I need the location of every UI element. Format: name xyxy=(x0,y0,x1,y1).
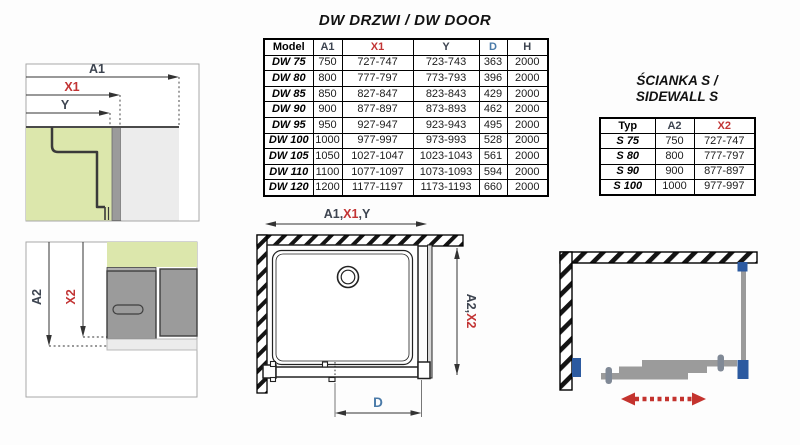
arrowhead-left xyxy=(265,221,276,227)
table-cell-x1: 1177-1197 xyxy=(342,180,413,196)
dimension-a2x2 xyxy=(454,248,478,375)
table-cell-x1: 927-947 xyxy=(342,117,413,133)
table-cell-model: DW 105 xyxy=(264,149,313,165)
sliding-panel xyxy=(619,367,707,374)
dw-header-x1: X1 xyxy=(342,39,413,55)
table-row xyxy=(264,180,548,196)
dim-label-a1: A1 xyxy=(89,62,105,76)
table-row xyxy=(264,55,548,71)
table-cell-d: 528 xyxy=(479,133,507,149)
sidewall-profile-section-drawing xyxy=(25,240,205,405)
table-cell-d: 561 xyxy=(479,149,507,165)
rail-end-profile xyxy=(418,362,430,379)
table-cell-y: 873-893 xyxy=(413,102,479,118)
wall-bracket-blue xyxy=(572,358,581,377)
table-row xyxy=(264,102,548,118)
sliding-door-schematic xyxy=(552,245,800,413)
table-cell-y: 1173-1193 xyxy=(413,180,479,196)
dim-label-plan-x1: X1 xyxy=(343,207,359,221)
table-row xyxy=(600,179,755,195)
table-cell-model: DW 100 xyxy=(264,133,313,149)
table-cell-x1: 1077-1097 xyxy=(342,164,413,180)
table-cell-typ: S 90 xyxy=(600,164,655,179)
table-row xyxy=(600,149,755,164)
table-row xyxy=(264,133,548,149)
dim-label-plan-a2: A2, xyxy=(464,293,478,314)
table-row xyxy=(600,164,755,179)
table-cell-x1: 877-897 xyxy=(342,102,413,118)
table-cell-y: 973-993 xyxy=(413,133,479,149)
dw-table-header-row xyxy=(264,39,548,55)
table-cell-model: DW 110 xyxy=(264,164,313,180)
roller-knob xyxy=(271,378,276,382)
table-row xyxy=(264,149,548,165)
table-cell-h: 2000 xyxy=(507,86,548,102)
floor-strip xyxy=(107,339,197,350)
table-cell-model: DW 90 xyxy=(264,102,313,118)
table-cell-x1: 727-747 xyxy=(342,55,413,71)
svg-text:A2,X2 xyxy=(464,294,478,329)
dw-header-d: D xyxy=(479,39,507,55)
table-cell-y: 923-943 xyxy=(413,117,479,133)
table-cell-h: 2000 xyxy=(507,149,548,165)
dim-label-plan-y: ,Y xyxy=(358,207,371,221)
sidewall-title-line2: SIDEWALL S xyxy=(635,88,719,104)
glass-panel-area xyxy=(107,242,197,267)
table-row xyxy=(264,164,548,180)
arrowhead-left xyxy=(335,410,346,416)
table-cell-h: 2000 xyxy=(507,164,548,180)
table-cell-d: 594 xyxy=(479,164,507,180)
table-cell-a1: 900 xyxy=(313,102,342,118)
dim-label-plan-x2: X2 xyxy=(464,313,478,329)
wall-area xyxy=(121,127,179,221)
table-cell-typ: S 100 xyxy=(600,179,655,195)
sidewall-title xyxy=(599,73,755,104)
table-cell-x1: 827-847 xyxy=(342,86,413,102)
table-cell-a2: 750 xyxy=(655,134,694,149)
dimension-d xyxy=(335,380,422,417)
dim-label-a2: A2 xyxy=(30,289,44,305)
handle-icon xyxy=(606,367,613,384)
table-cell-h: 2000 xyxy=(507,102,548,118)
table-cell-x2: 977-997 xyxy=(694,179,755,195)
table-cell-a2: 800 xyxy=(655,149,694,164)
arrowhead-up xyxy=(454,248,460,259)
slide-direction-arrow xyxy=(621,393,706,406)
table-cell-h: 2000 xyxy=(507,55,548,71)
table-cell-model: DW 95 xyxy=(264,117,313,133)
table-cell-x2: 777-797 xyxy=(694,149,755,164)
arrowhead-right xyxy=(416,221,427,227)
table-cell-h: 2000 xyxy=(507,117,548,133)
table-cell-d: 363 xyxy=(479,55,507,71)
table-cell-x1: 977-997 xyxy=(342,133,413,149)
handle-icon xyxy=(718,355,725,372)
table-cell-a1: 1050 xyxy=(313,149,342,165)
table-cell-a1: 800 xyxy=(313,71,342,87)
table-cell-a1: 1000 xyxy=(313,133,342,149)
s-header-a2: A2 xyxy=(655,118,694,134)
table-cell-y: 823-843 xyxy=(413,86,479,102)
sliding-panel xyxy=(601,373,688,380)
page-title: DW DRZWI / DW DOOR xyxy=(318,12,492,29)
table-cell-a2: 900 xyxy=(655,164,694,179)
dim-label-y: Y xyxy=(60,98,70,112)
s-header-typ: Typ xyxy=(600,118,655,134)
table-cell-a1: 750 xyxy=(313,55,342,71)
sidewall-bracket-bottom xyxy=(738,360,749,379)
table-cell-x1: 1027-1047 xyxy=(342,149,413,165)
table-cell-h: 2000 xyxy=(507,180,548,196)
roller-knob xyxy=(323,362,328,367)
rail-slot xyxy=(113,305,143,314)
s-table-header-row xyxy=(600,118,755,134)
table-cell-a1: 1100 xyxy=(313,164,342,180)
dim-label-d: D xyxy=(373,395,383,410)
table-cell-d: 660 xyxy=(479,180,507,196)
table-cell-a1: 850 xyxy=(313,86,342,102)
table-cell-d: 396 xyxy=(479,71,507,87)
table-cell-a2: 1000 xyxy=(655,179,694,195)
table-cell-h: 2000 xyxy=(507,133,548,149)
table-cell-x1: 777-797 xyxy=(342,71,413,87)
dw-header-a1: A1 xyxy=(313,39,342,55)
arrowhead-right xyxy=(411,410,422,416)
arrowhead-left xyxy=(621,393,635,406)
table-row xyxy=(264,71,548,87)
roller-knob xyxy=(329,378,335,382)
sidewall-glass xyxy=(428,245,433,378)
sidewall-bracket-top xyxy=(738,262,748,272)
sidewall-title-line1: ŚCIANKA S / xyxy=(636,73,718,88)
table-cell-y: 1023-1043 xyxy=(413,149,479,165)
table-cell-a1: 1200 xyxy=(313,180,342,196)
table-cell-model: DW 75 xyxy=(264,55,313,71)
dw-header-h: H xyxy=(507,39,548,55)
table-row xyxy=(264,117,548,133)
shower-tray xyxy=(267,245,418,370)
table-cell-y: 723-743 xyxy=(413,55,479,71)
table-cell-x2: 727-747 xyxy=(694,134,755,149)
door-rail xyxy=(276,367,418,377)
s-header-x2: X2 xyxy=(694,118,755,134)
svg-text:A1,X1,Y xyxy=(324,207,371,221)
table-cell-d: 462 xyxy=(479,102,507,118)
arrowhead-right xyxy=(692,393,706,406)
dim-label-plan-a1: A1, xyxy=(323,207,344,221)
dim-label-x1: X1 xyxy=(64,80,80,94)
wall-profile-strip xyxy=(112,127,121,221)
table-cell-x2: 877-897 xyxy=(694,164,755,179)
table-cell-model: DW 120 xyxy=(264,180,313,196)
table-cell-y: 773-793 xyxy=(413,71,479,87)
sliding-panels xyxy=(601,355,737,385)
table-row xyxy=(600,134,755,149)
table-cell-model: DW 80 xyxy=(264,71,313,87)
table-cell-model: DW 85 xyxy=(264,86,313,102)
table-cell-d: 495 xyxy=(479,117,507,133)
table-cell-a1: 950 xyxy=(313,117,342,133)
arrowhead-down xyxy=(454,364,460,375)
table-cell-typ: S 80 xyxy=(600,149,655,164)
dw-door-table xyxy=(263,38,549,197)
hatched-wall-top xyxy=(560,252,757,263)
table-row xyxy=(264,86,548,102)
door-profile-section-drawing xyxy=(25,62,205,227)
dw-header-model: Model xyxy=(264,39,313,55)
table-cell-typ: S 75 xyxy=(600,134,655,149)
dimension-a1x1y xyxy=(265,207,427,227)
roller-knob xyxy=(271,362,276,367)
fixed-panel-profile xyxy=(160,269,197,336)
sidewall-glass-bar xyxy=(741,263,746,361)
enclosure-plan-drawing xyxy=(250,205,480,440)
hatched-wall-left xyxy=(560,252,572,390)
table-cell-h: 2000 xyxy=(507,71,548,87)
table-cell-d: 429 xyxy=(479,86,507,102)
dw-header-y: Y xyxy=(413,39,479,55)
sidewall-table xyxy=(599,117,756,196)
table-cell-y: 1073-1093 xyxy=(413,164,479,180)
dim-label-x2: X2 xyxy=(64,289,78,305)
